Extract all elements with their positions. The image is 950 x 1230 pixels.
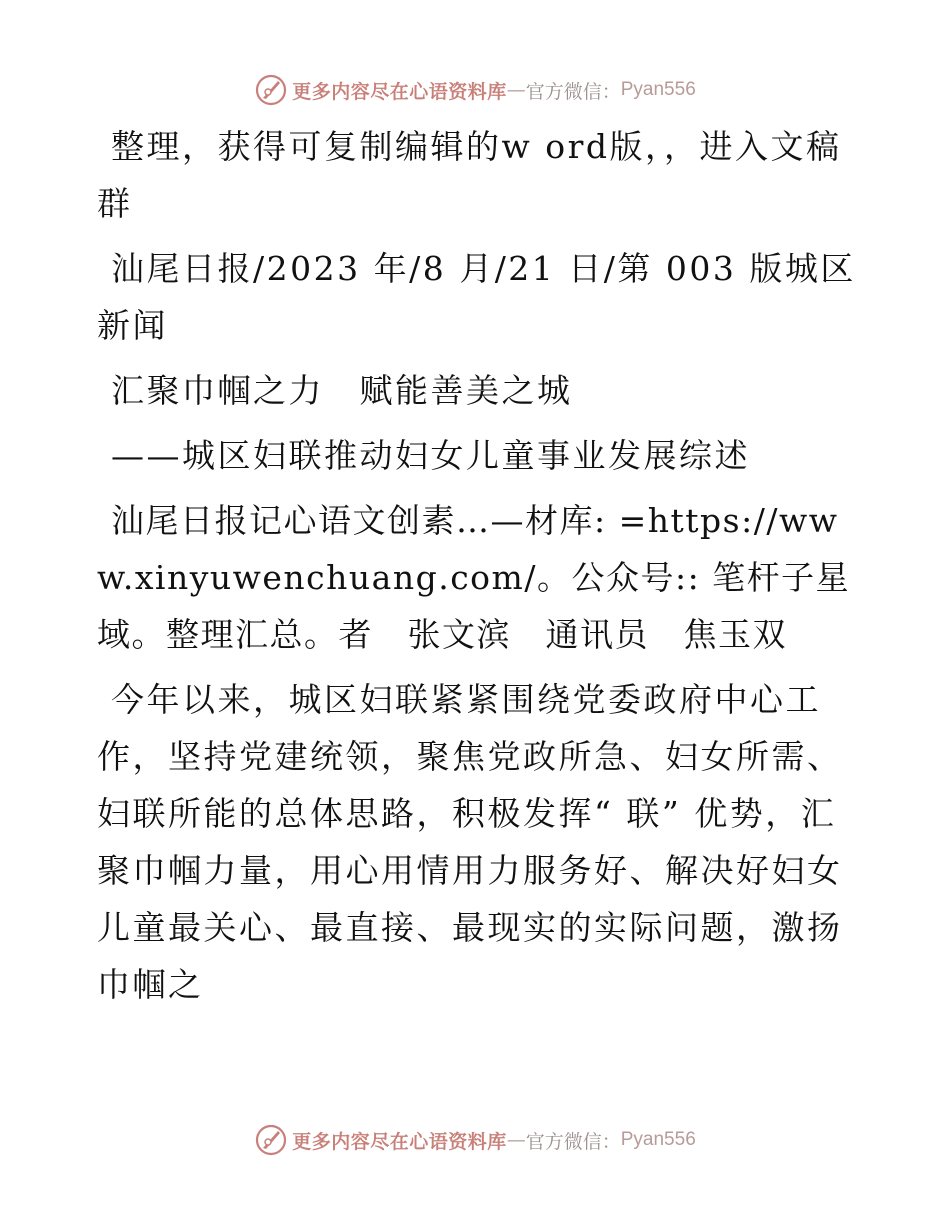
footer-watermark [0, 1120, 950, 1160]
watermark-separator: — [506, 1129, 526, 1151]
watermark-official-label: 官方微信： [525, 1130, 621, 1153]
byline-paragraph: 汕尾日报记心语文创素…—材库: =https://www.xinyuwenchuang.com/。公众号:: 笔杆子星域。整理汇总。者 张文滨 通讯员 焦玉双 [97, 501, 851, 654]
quill-logo-icon [254, 73, 288, 107]
document-body [97, 118, 857, 1021]
watermark-wechat-id: Pyan556 [620, 1129, 696, 1150]
watermark-separator: — [506, 79, 526, 101]
quill-logo-icon [254, 1123, 288, 1157]
source-line-paragraph: 汕尾日报/2023 年/8 月/21 日/第 003 版城区新闻 [97, 249, 856, 345]
watermark-main-text: 更多内容尽在心语资料库 [292, 1130, 507, 1153]
intro-note-paragraph: 整理，获得可复制编辑的w ord版，，进入文稿群 [97, 127, 842, 223]
watermark-wechat-id: Pyan556 [620, 79, 696, 100]
header-watermark [0, 70, 950, 110]
watermark-official-label: 官方微信： [525, 80, 621, 103]
article-title: 汇聚巾帼之力 赋能善美之城 [111, 371, 573, 410]
body-paragraph: 今年以来，城区妇联紧紧围绕党委政府中心工作，坚持党建统领，聚焦党政所急、妇女所需、妇联所能的总体思路，积极发挥“ 联” 优势，汇聚巾帼力量，用心用情用力服务好、解决好妇女儿童最关心、最直接、最现实的实际问题，激扬巾帼之 [97, 680, 843, 1004]
article-subtitle: ——城区妇联推动妇女儿童事业发展综述 [111, 436, 750, 475]
watermark-main-text: 更多内容尽在心语资料库 [292, 80, 507, 103]
